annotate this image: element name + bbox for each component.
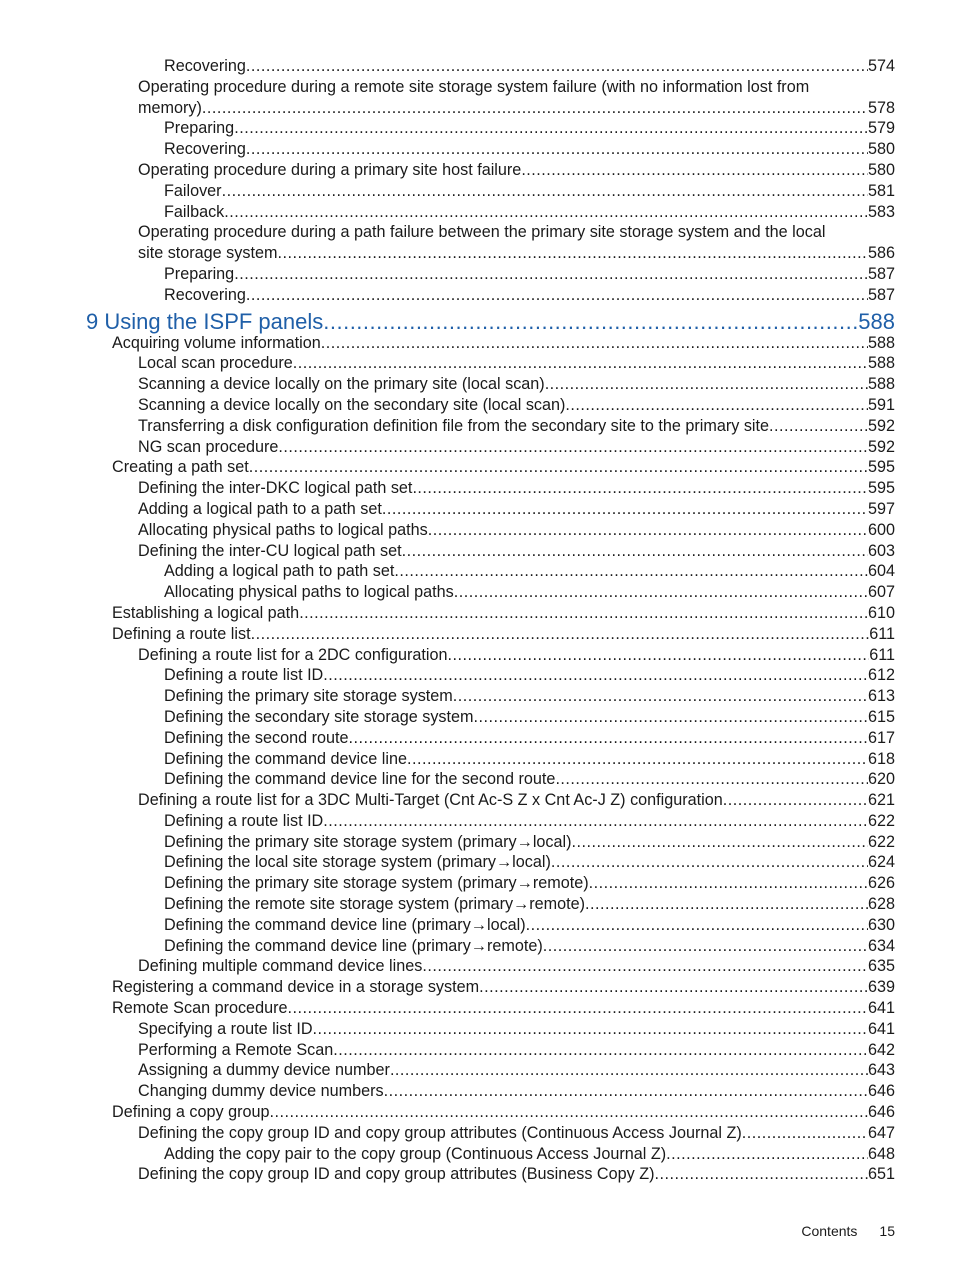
toc-entry-page: 634	[867, 936, 895, 955]
dot-leader	[742, 1123, 868, 1144]
toc-entry[interactable]	[0, 395, 954, 416]
toc-entry-title: Preparing	[164, 264, 235, 283]
toc-entry[interactable]	[0, 603, 954, 624]
toc-entry[interactable]	[0, 478, 954, 499]
toc-entry-title: Creating a path set	[112, 458, 249, 477]
toc-entry-title: Registering a command device in a storage system	[112, 978, 480, 997]
toc-entry-page: 635	[867, 957, 895, 976]
toc-entry-title: Assigning a dummy device number	[138, 1061, 390, 1080]
toc-entry-title: Preparing	[164, 119, 235, 138]
toc-entry-title: 9 Using the ISPF panels	[86, 308, 324, 334]
toc-entry-page: 587	[867, 285, 895, 304]
toc-entry-page: 612	[867, 666, 895, 685]
toc-entry[interactable]	[0, 118, 954, 139]
toc-entry-page: 603	[867, 541, 895, 560]
dot-leader	[278, 437, 868, 458]
toc-entry[interactable]	[0, 707, 954, 728]
toc-entry-page: 580	[867, 140, 895, 159]
toc-entry-title: Failback	[164, 202, 225, 221]
dot-leader	[551, 852, 868, 873]
toc-entry-page: 617	[867, 728, 895, 747]
dot-leader	[246, 285, 868, 306]
dot-leader	[249, 457, 868, 478]
toc-entry-title: Defining a route list for a 2DC configuration	[138, 645, 448, 664]
toc-entry[interactable]	[0, 222, 954, 264]
toc-entry-page: 646	[867, 1082, 895, 1101]
toc-entry-title-line1: Operating procedure during a path failure between the primary site storage system and the local	[138, 223, 826, 242]
toc-entry-page: 611	[869, 645, 895, 664]
dot-leader	[572, 832, 868, 853]
toc-entry[interactable]	[0, 998, 954, 1019]
toc-entry[interactable]	[0, 1102, 954, 1123]
toc-entry[interactable]	[0, 665, 954, 686]
toc-entry[interactable]	[0, 416, 954, 437]
toc-entry-page: 651	[867, 1165, 895, 1184]
toc-entry-page: 648	[867, 1144, 895, 1163]
toc-entry-page: 642	[867, 1040, 895, 1059]
toc-entry[interactable]	[0, 56, 954, 77]
toc-entry[interactable]	[0, 645, 954, 666]
toc-entry[interactable]	[0, 520, 954, 541]
toc-entry-page: 611	[869, 624, 895, 643]
dot-leader	[407, 749, 868, 770]
toc-entry[interactable]	[0, 541, 954, 562]
toc-entry[interactable]	[0, 894, 954, 915]
dot-leader	[202, 98, 868, 119]
toc-entry-page: 639	[867, 978, 895, 997]
dot-leader	[422, 956, 868, 977]
toc-entry-title: Allocating physical paths to logical paths	[138, 520, 428, 539]
toc-entry-page: 580	[867, 160, 895, 179]
toc-entry[interactable]	[0, 1164, 954, 1185]
toc-entry-page: 641	[867, 999, 895, 1018]
dot-leader	[428, 520, 868, 541]
toc-entry-page: 588	[867, 354, 895, 373]
toc-entry-title: Recovering	[164, 57, 246, 75]
toc-entry-title: Defining the copy group ID and copy group attributes (Business Copy Z)	[138, 1165, 655, 1184]
toc-entry-page: 588	[858, 308, 895, 334]
toc-entry[interactable]	[0, 285, 954, 306]
toc-entry-title: Specifying a route list ID	[138, 1019, 313, 1038]
dot-leader	[382, 499, 868, 520]
toc-entry[interactable]	[0, 202, 954, 223]
toc-entry-page: 622	[867, 811, 895, 830]
toc-entry[interactable]	[0, 353, 954, 374]
toc-entry[interactable]	[0, 139, 954, 160]
toc-entry-title: Recovering	[164, 140, 246, 159]
toc-entry-title: Scanning a device locally on the secondary site (local scan)	[138, 395, 566, 414]
toc-entry-title: Defining the primary site storage system (primary→remote)	[164, 874, 589, 893]
dot-leader	[287, 998, 868, 1019]
toc-entry-title: Defining the second route	[164, 728, 349, 747]
toc-entry[interactable]	[0, 582, 954, 603]
dot-leader	[246, 139, 868, 160]
toc-entry-title-line1: Operating procedure during a remote site storage system failure (with no information lost from	[138, 77, 810, 96]
dot-leader	[453, 686, 868, 707]
toc-entry-page: 624	[867, 853, 895, 872]
toc-entry-page: 591	[867, 395, 895, 414]
toc-entry-page: 604	[867, 562, 895, 581]
table-of-contents	[0, 56, 954, 1185]
toc-entry-title: Defining the primary site storage system	[164, 687, 453, 706]
toc-entry[interactable]	[0, 1019, 954, 1040]
toc-entry-page: 641	[867, 1019, 895, 1038]
toc-entry-title: Defining multiple command device lines	[138, 957, 423, 976]
dot-leader	[246, 56, 868, 77]
page-footer	[801, 1223, 895, 1239]
toc-entry-page: 615	[867, 707, 895, 726]
toc-entry[interactable]	[0, 915, 954, 936]
dot-leader	[234, 118, 868, 139]
dot-leader	[323, 811, 868, 832]
toc-entry-page: 595	[867, 458, 895, 477]
dot-leader	[526, 915, 868, 936]
toc-entry-title: Transferring a disk configuration definition file from the secondary site to the primary site	[138, 416, 770, 435]
dot-leader	[333, 1040, 868, 1061]
dot-leader	[448, 645, 870, 666]
toc-entry-page: 583	[867, 202, 895, 221]
dot-leader	[390, 1060, 868, 1081]
dot-leader	[394, 561, 868, 582]
toc-entry[interactable]	[0, 1040, 954, 1061]
toc-entry-title: Defining the copy group ID and copy group attributes (Continuous Access Journal Z)	[138, 1123, 742, 1142]
toc-entry-title: Defining a copy group	[112, 1103, 270, 1122]
toc-entry-page: 579	[867, 119, 895, 138]
toc-entry-page: 588	[867, 375, 895, 394]
toc-entry[interactable]	[0, 160, 954, 181]
toc-entry-page: 587	[867, 264, 895, 283]
toc-entry-title: Defining the command device line for the second route	[164, 770, 556, 789]
dot-leader	[277, 243, 868, 264]
toc-entry-page: 646	[867, 1103, 895, 1122]
toc-entry-title: Defining the command device line	[164, 749, 407, 768]
toc-entry-page: 643	[867, 1061, 895, 1080]
toc-entry[interactable]	[0, 1081, 954, 1102]
toc-entry-page: 628	[867, 895, 895, 914]
toc-entry-page: 613	[867, 687, 895, 706]
dot-leader	[454, 582, 868, 603]
toc-entry-page: 597	[867, 499, 895, 518]
toc-entry-page: 595	[867, 479, 895, 498]
dot-leader	[589, 873, 868, 894]
toc-entry-page: 592	[867, 416, 895, 435]
toc-entry-title: Changing dummy device numbers	[138, 1082, 384, 1101]
toc-entry[interactable]	[0, 624, 954, 645]
dot-leader	[402, 541, 868, 562]
toc-entry[interactable]	[0, 769, 954, 790]
toc-entry-title: Establishing a logical path	[112, 603, 300, 622]
toc-entry-title: Operating procedure during a primary site host failure	[138, 160, 522, 179]
toc-entry[interactable]	[0, 749, 954, 770]
dot-leader	[293, 353, 868, 374]
dot-leader	[313, 1019, 868, 1040]
toc-entry[interactable]	[0, 77, 954, 119]
toc-entry[interactable]	[0, 936, 954, 957]
toc-entry-page: 620	[867, 770, 895, 789]
toc-entry-title: Defining the command device line (primary→remote)	[164, 936, 543, 955]
dot-leader	[412, 478, 868, 499]
toc-entry-title: Defining the command device line (primary→local)	[164, 915, 526, 934]
dot-leader	[474, 707, 868, 728]
toc-entry-title: Failover	[164, 181, 222, 200]
toc-entry-title: Defining the local site storage system (primary→local)	[164, 853, 551, 872]
dot-leader	[521, 160, 868, 181]
toc-entry-title: Defining a route list	[112, 624, 251, 643]
toc-entry[interactable]	[0, 728, 954, 749]
toc-entry-title: memory)	[138, 98, 202, 117]
dot-leader	[666, 1144, 868, 1165]
toc-entry-page: 630	[867, 915, 895, 934]
toc-entry-title: Recovering	[164, 285, 246, 304]
toc-entry[interactable]	[0, 264, 954, 285]
toc-entry-page: 600	[867, 520, 895, 539]
toc-entry-page: 622	[867, 832, 895, 851]
toc-entry[interactable]	[0, 977, 954, 998]
dot-leader	[323, 665, 868, 686]
toc-entry-title: Defining a route list ID	[164, 811, 324, 830]
toc-entry[interactable]	[0, 437, 954, 458]
dot-leader	[769, 416, 868, 437]
toc-entry[interactable]	[0, 811, 954, 832]
dot-leader	[384, 1081, 868, 1102]
toc-entry-page: 607	[867, 583, 895, 602]
toc-entry-title: Remote Scan procedure	[112, 999, 288, 1018]
toc-entry-title: Defining the inter-CU logical path set	[138, 541, 402, 560]
toc-entry-title: Defining a route list for a 3DC Multi-Target (Cnt Ac-S Z x Cnt Ac-J Z) configuration	[138, 791, 723, 810]
toc-entry[interactable]	[0, 499, 954, 520]
toc-entry-page: 626	[867, 874, 895, 893]
dot-leader	[234, 264, 868, 285]
toc-entry-title: Allocating physical paths to logical paths	[164, 583, 454, 602]
toc-entry-title: NG scan procedure	[138, 437, 279, 456]
toc-entry-page: 588	[867, 333, 895, 352]
dot-leader	[299, 603, 868, 624]
toc-entry[interactable]	[0, 1060, 954, 1081]
toc-entry-title: Adding the copy pair to the copy group (Continuous Access Journal Z)	[164, 1144, 667, 1163]
toc-entry-page: 647	[867, 1123, 895, 1142]
dot-leader	[321, 333, 868, 354]
toc-entry-title: Defining the remote site storage system (primary→remote)	[164, 895, 586, 914]
toc-entry[interactable]	[0, 1123, 954, 1144]
toc-entry[interactable]	[0, 374, 954, 395]
dot-leader	[222, 181, 868, 202]
dot-leader	[585, 894, 868, 915]
dot-leader	[269, 1102, 868, 1123]
toc-entry[interactable]	[0, 873, 954, 894]
toc-entry-page: 586	[867, 244, 895, 263]
toc-entry-page: 592	[867, 437, 895, 456]
dot-leader	[654, 1164, 868, 1185]
toc-entry-title: Defining a route list ID	[164, 666, 324, 685]
dot-leader	[543, 936, 868, 957]
toc-entry[interactable]	[0, 333, 954, 354]
toc-entry-page: 618	[867, 749, 895, 768]
dot-leader	[224, 202, 868, 223]
toc-entry-title: Defining the inter-DKC logical path set	[138, 479, 413, 498]
toc-entry-title: Adding a logical path to a path set	[138, 499, 382, 518]
dot-leader	[348, 728, 868, 749]
dot-leader	[545, 374, 868, 395]
toc-entry-page: 578	[867, 98, 895, 117]
toc-entry[interactable]	[0, 790, 954, 811]
toc-entry-title: Adding a logical path to path set	[164, 562, 395, 581]
toc-entry[interactable]	[0, 561, 954, 582]
toc-entry[interactable]	[0, 181, 954, 202]
dot-leader	[479, 977, 868, 998]
toc-entry-page: 581	[867, 181, 895, 200]
toc-entry-page: 610	[867, 603, 895, 622]
toc-entry-page: 574	[867, 57, 895, 75]
toc-entry[interactable]	[0, 852, 954, 873]
toc-entry-title: site storage system	[138, 244, 278, 263]
dot-leader	[555, 769, 868, 790]
dot-leader	[251, 624, 870, 645]
toc-entry-title: Local scan procedure	[138, 354, 293, 373]
toc-entry[interactable]	[0, 832, 954, 853]
toc-entry-title: Defining the primary site storage system (primary→local)	[164, 832, 572, 851]
toc-entry-title: Acquiring volume information	[112, 333, 321, 352]
footer-label: Contents	[801, 1223, 858, 1239]
footer-page-number: 15	[879, 1223, 895, 1239]
toc-entry[interactable]	[0, 956, 954, 977]
toc-entry-title: Performing a Remote Scan	[138, 1040, 334, 1059]
toc-entry-page: 621	[867, 791, 895, 810]
toc-entry-title: Defining the secondary site storage system	[164, 707, 474, 726]
dot-leader	[565, 395, 868, 416]
toc-entry[interactable]	[0, 457, 954, 478]
toc-entry[interactable]	[0, 686, 954, 707]
toc-entry[interactable]	[0, 1144, 954, 1165]
dot-leader	[723, 790, 868, 811]
toc-entry-title: Scanning a device locally on the primary site (local scan)	[138, 375, 545, 394]
